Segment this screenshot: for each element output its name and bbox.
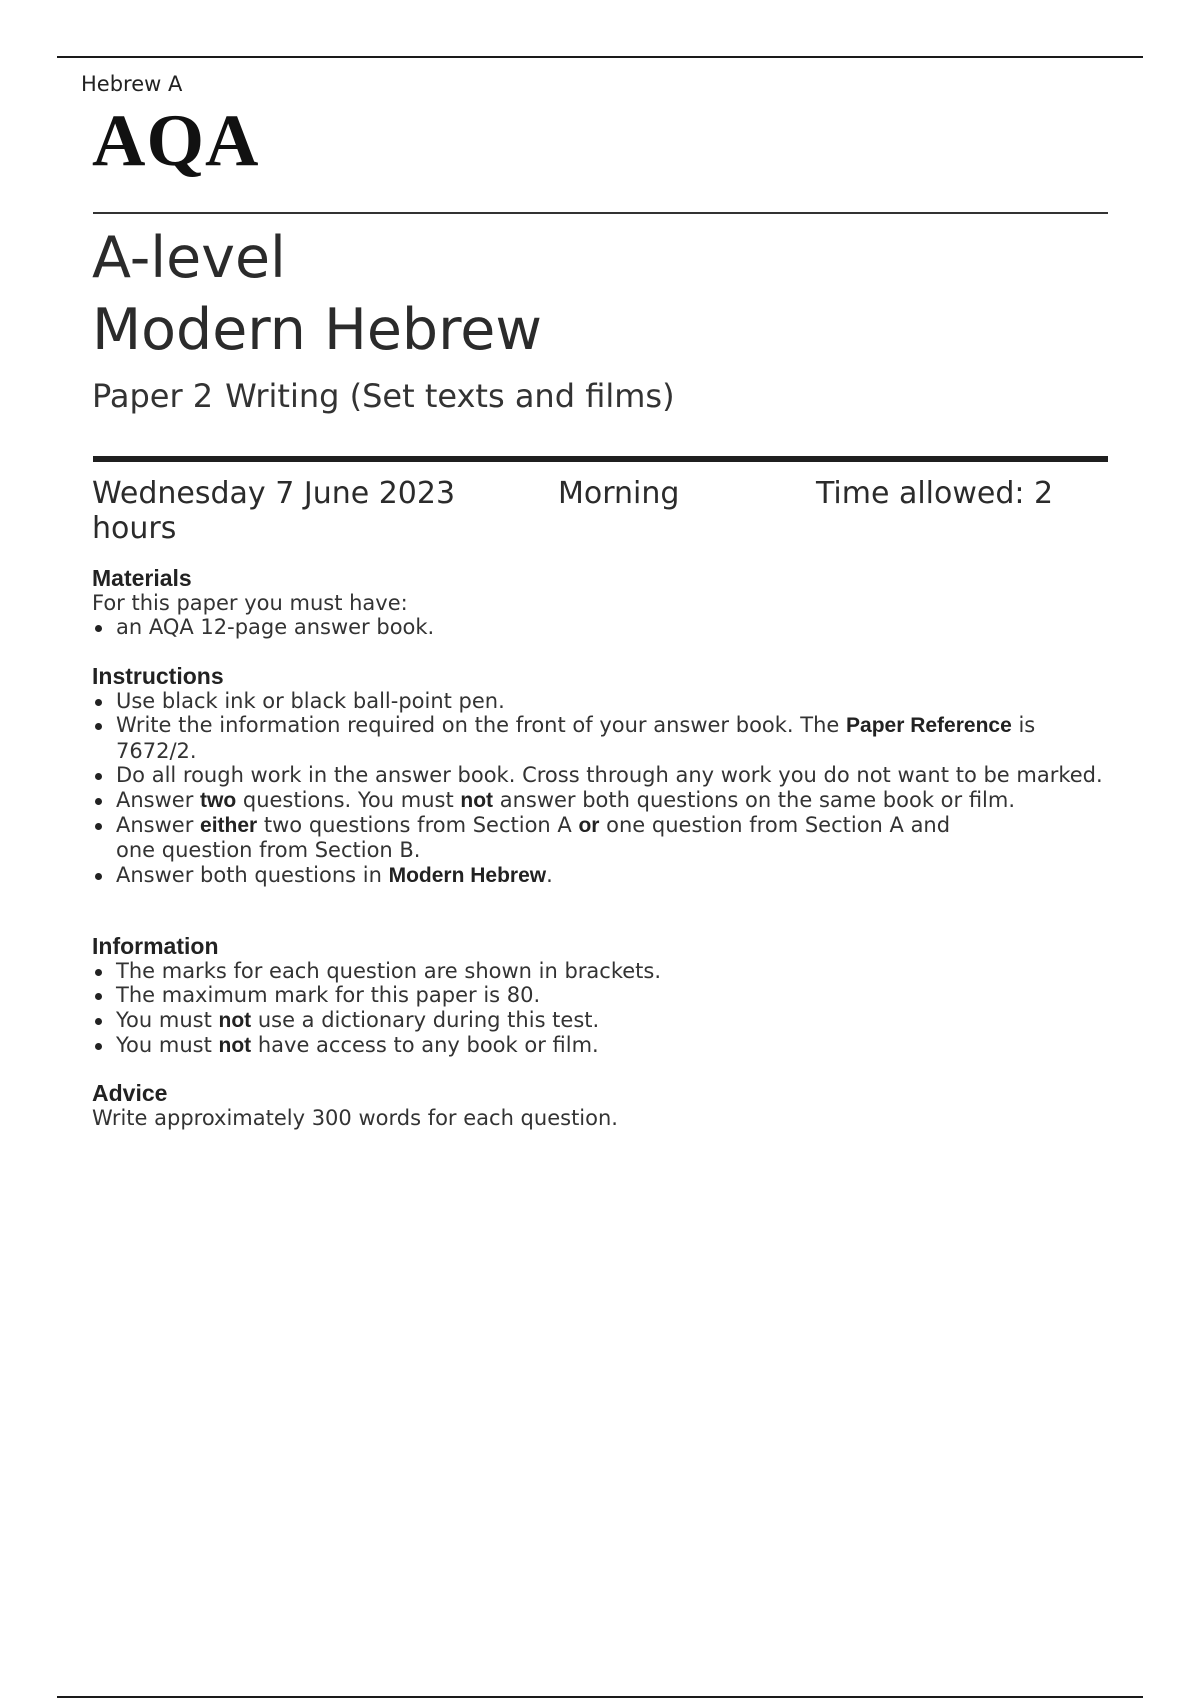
exam-session: Morning: [558, 476, 680, 511]
header-label: Hebrew A: [81, 72, 183, 96]
list-item: [92, 788, 1112, 813]
emphasis: not: [218, 1034, 252, 1058]
time-allowed-continued: hours: [92, 511, 177, 546]
emphasis: two: [200, 788, 237, 812]
list-item: [92, 813, 1112, 863]
text-run: one question from Section B.: [116, 838, 421, 863]
list-item: The maximum mark for this paper is 80.: [92, 983, 1112, 1007]
time-allowed: Time allowed: 2: [816, 476, 1054, 511]
text-run: Answer: [116, 813, 201, 838]
top-rule: [57, 56, 1143, 58]
title-divider: [93, 212, 1108, 214]
text-run: .: [546, 862, 553, 887]
text-run: questions. You must: [236, 787, 461, 812]
qualification-level: A-level: [92, 225, 286, 291]
emphasis: or: [578, 814, 600, 838]
text-run: one question from Section A and: [599, 813, 951, 838]
instructions-section: [92, 664, 1112, 888]
paper-title: [92, 375, 675, 417]
emphasis: Paper Reference: [846, 714, 1012, 738]
instructions-list: [92, 689, 1112, 888]
date-divider: [93, 456, 1108, 462]
paper-number: Paper 2: [92, 377, 214, 415]
advice-section: [92, 1081, 1112, 1130]
emphasis: not: [460, 788, 494, 812]
text-run: have access to any book or film.: [251, 1033, 599, 1058]
materials-heading: Materials: [92, 565, 192, 591]
information-heading: Information: [92, 933, 219, 959]
text-run: Answer both questions in: [116, 862, 389, 887]
text-run: use a dictionary during this test.: [251, 1007, 600, 1032]
list-item: [92, 863, 1112, 888]
information-section: [92, 934, 1112, 1059]
bottom-rule: [57, 1696, 1143, 1698]
text-run: is 7672/2.: [116, 713, 1036, 763]
paper-name: Writing (Set texts and films): [225, 377, 675, 415]
advice-text: Write approximately 300 words for each question.: [92, 1106, 618, 1130]
advice-heading: Advice: [92, 1080, 168, 1106]
list-item: [92, 1033, 1112, 1058]
text-run: Answer: [116, 787, 201, 812]
emphasis: Modern Hebrew: [388, 863, 547, 887]
list-item: Use black ink or black ball-point pen.: [92, 689, 1112, 713]
list-item: The marks for each question are shown in brackets.: [92, 959, 1112, 983]
emphasis: either: [200, 814, 258, 838]
materials-section: [92, 566, 1112, 640]
text-run: Write the information required on the front of your answer book. The: [116, 713, 847, 738]
aqa-logo: AQA: [92, 100, 260, 182]
subject-title: Modern Hebrew: [92, 297, 542, 363]
emphasis: not: [218, 1008, 252, 1032]
list-item: [92, 713, 1112, 763]
text-run: You must: [116, 1007, 219, 1032]
text-run: two questions from Section A: [257, 813, 579, 838]
materials-list: [92, 615, 1112, 639]
exam-date: Wednesday 7 June 2023: [92, 476, 456, 511]
information-list: [92, 959, 1112, 1059]
text-run: answer both questions on the same book or film.: [493, 787, 1016, 812]
materials-intro: For this paper you must have:: [92, 591, 408, 615]
list-item: [92, 1008, 1112, 1033]
list-item: an AQA 12-page answer book.: [92, 615, 1112, 639]
text-run: You must: [116, 1033, 219, 1058]
list-item: Do all rough work in the answer book. Cross through any work you do not want to be marked.: [92, 763, 1112, 787]
instructions-heading: Instructions: [92, 663, 224, 689]
